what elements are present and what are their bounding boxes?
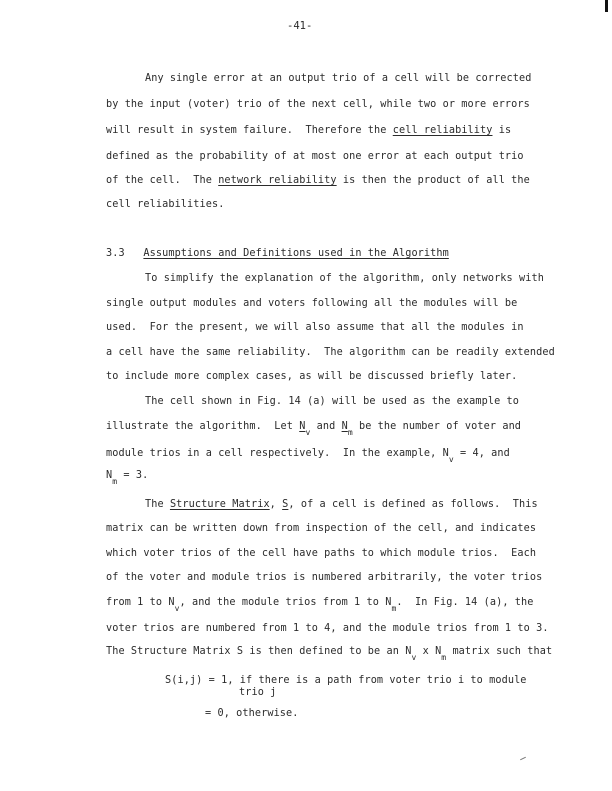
text-line: to include more complex cases, as will be discussed briefly later. [106,371,518,382]
text-line: from 1 to $N_v$, and the module trios from 1 to $N_m$. In Fig. 14 (a), the [106,597,534,613]
definition-line: trio j [239,687,277,698]
text-line: illustrate the algorithm. Let $N_v$ and $N_m$ be the number of voter and [106,421,522,437]
text-line: of the cell. The network reliability is then the product of all the [106,175,530,186]
text-line: single output modules and voters following all the modules will be [106,298,518,309]
text-line: matrix can be written down from inspection of the cell, and indicates [106,523,537,534]
text-line: by the input (voter) trio of the next cell, while two or more errors [106,99,530,110]
text-line: The cell shown in Fig. 14 (a) will be used as the example to [145,396,520,407]
section-title: Assumptions and Definitions used in the Algorithm [143,248,449,259]
text-line: $N_m = 3$. [106,470,149,486]
text-line: cell reliabilities. [106,199,225,210]
term-cell-reliability: cell reliability [392,125,493,136]
text-line: used. For the present, we will also assume that all the modules in [106,322,524,333]
section-number: 3.3 [106,248,125,259]
section-heading [106,248,449,260]
definition-line: = 0, otherwise. [205,708,299,719]
text-line: The Structure Matrix S is then defined to be an $N_v$ x $N_m$ matrix such that [106,646,553,662]
text-line: which voter trios of the cell have paths to which module trios. Each [106,548,537,559]
stray-mark [520,757,526,760]
text-line: of the voter and module trios is numbered arbitrarily, the voter trios [106,572,543,583]
text-line: will result in system failure. Therefore the cell reliability is [106,125,512,136]
page-number: -41- [287,20,313,32]
margin-mark [605,0,608,12]
text-line: The Structure Matrix, S, of a cell is defined as follows. This [145,499,538,510]
term-structure-matrix: Structure Matrix [169,499,270,510]
term-s: S [282,499,289,510]
text-line: a cell have the same reliability. The algorithm can be readily extended [106,347,555,358]
text-line: Any single error at an output trio of a cell will be corrected [145,73,532,84]
term-network-reliability: network reliability [218,175,337,186]
text-line: defined as the probability of at most one error at each output trio [106,151,524,162]
text-line: voter trios are numbered from 1 to 4, and the module trios from 1 to 3. [106,623,549,634]
definition-line: S(i,j) = 1, if there is a path from voter trio i to module [165,675,527,686]
text-line: module trios in a cell respectively. In the example, $N_v = 4$, and [106,448,510,464]
text-line: To simplify the explanation of the algorithm, only networks with [145,273,544,284]
